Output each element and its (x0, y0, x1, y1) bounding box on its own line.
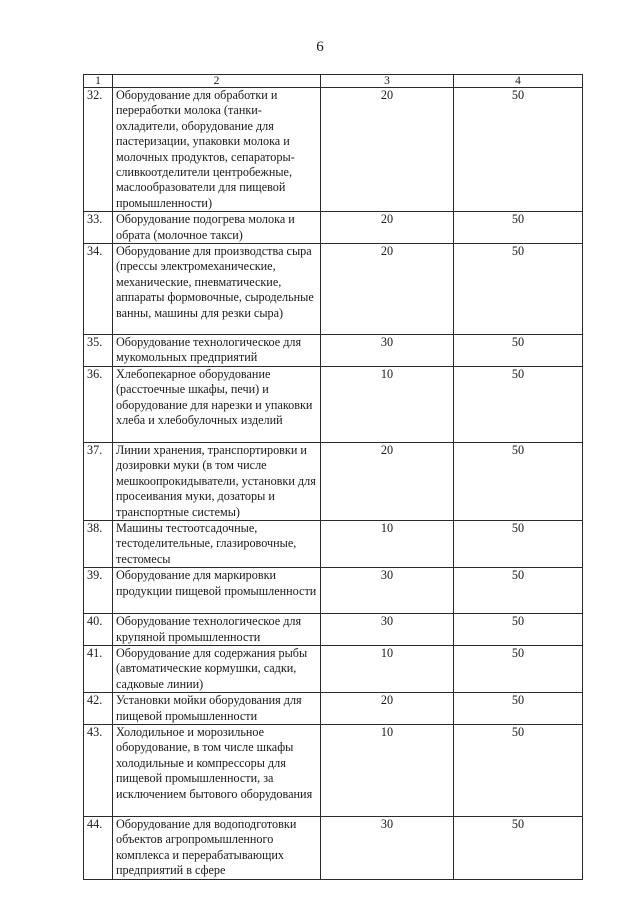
column-4-value: 50 (454, 693, 583, 725)
row-number: 38. (84, 520, 113, 567)
row-number: 35. (84, 335, 113, 367)
column-3-value: 20 (321, 693, 454, 725)
column-4-value: 50 (454, 816, 583, 879)
column-3-value: 10 (321, 520, 454, 567)
row-number: 32. (84, 88, 113, 212)
row-number: 33. (84, 212, 113, 244)
column-4-value: 50 (454, 366, 583, 442)
column-4-value: 50 (454, 212, 583, 244)
row-number: 44. (84, 816, 113, 879)
table-row (84, 614, 583, 646)
column-4-value: 50 (454, 645, 583, 692)
column-4-value: 50 (454, 88, 583, 212)
column-3-value: 10 (321, 724, 454, 816)
column-header-4: 4 (454, 75, 583, 88)
column-header-2: 2 (113, 75, 321, 88)
page-number: 6 (316, 39, 324, 55)
equipment-name: Оборудование подогрева молока и обрата (молочное такси) (113, 212, 321, 244)
column-4-value: 50 (454, 614, 583, 646)
row-number: 41. (84, 645, 113, 692)
row-number: 36. (84, 366, 113, 442)
table-row (84, 366, 583, 442)
table-row (84, 693, 583, 725)
table-row (84, 645, 583, 692)
column-4-value: 50 (454, 244, 583, 335)
column-3-value: 20 (321, 442, 454, 520)
table-row (84, 244, 583, 335)
column-3-value: 20 (321, 212, 454, 244)
column-3-value: 20 (321, 88, 454, 212)
column-3-value: 10 (321, 645, 454, 692)
column-4-value: 50 (454, 568, 583, 614)
column-4-value: 50 (454, 335, 583, 367)
equipment-name: Оборудование для маркировки продукции пищевой промышленности (113, 568, 321, 614)
table-header-row (84, 75, 583, 88)
column-4-value: 50 (454, 724, 583, 816)
table-row (84, 335, 583, 367)
equipment-table (83, 74, 583, 880)
equipment-name: Холодильное и морозильное оборудование, в том числе шкафы холодильные и компрессоры для пищевой промышленности, за исключением бытового оборудования (113, 724, 321, 816)
table-row (84, 212, 583, 244)
table-row (84, 816, 583, 879)
equipment-name: Оборудование технологическое для крупяной промышленности (113, 614, 321, 646)
row-number: 42. (84, 693, 113, 725)
column-3-value: 30 (321, 335, 454, 367)
equipment-name: Оборудование для обработки и переработки молока (танки-охладители, оборудование для пастеризации, упаковки молока и молочных продуктов, сепараторы-сливкоотделители центробежные, маслообразователи для пищевой промышленности) (113, 88, 321, 212)
equipment-name: Оборудование технологическое для мукомольных предприятий (113, 335, 321, 367)
equipment-name: Оборудование для водоподготовки объектов агропромышленного комплекса и перерабатывающих предприятий в сфере (113, 816, 321, 879)
column-3-value: 30 (321, 568, 454, 614)
column-3-value: 30 (321, 816, 454, 879)
column-3-value: 10 (321, 366, 454, 442)
row-number: 43. (84, 724, 113, 816)
equipment-name: Оборудование для производства сыра (прессы электромеханические, механические, пневматические, аппараты формовочные, сыродельные ванны, машины для резки сыра) (113, 244, 321, 335)
row-number: 39. (84, 568, 113, 614)
column-4-value: 50 (454, 442, 583, 520)
column-4-value: 50 (454, 520, 583, 567)
equipment-name: Оборудование для содержания рыбы (автоматические кормушки, садки, садковые линии) (113, 645, 321, 692)
equipment-name: Хлебопекарное оборудование (расстоечные шкафы, печи) и оборудование для нарезки и упаковки хлеба и хлебобулочных изделий (113, 366, 321, 442)
table-row (84, 88, 583, 212)
column-3-value: 20 (321, 244, 454, 335)
table-row (84, 442, 583, 520)
row-number: 40. (84, 614, 113, 646)
column-header-3: 3 (321, 75, 454, 88)
row-number: 37. (84, 442, 113, 520)
equipment-name: Линии хранения, транспортировки и дозировки муки (в том числе мешкоопрокидыватели, установки для просеивания муки, дозаторы и транспортные системы) (113, 442, 321, 520)
table-row (84, 724, 583, 816)
equipment-name: Машины тестоотсадочные, тестоделительные, глазировочные, тестомесы (113, 520, 321, 567)
column-header-1: 1 (84, 75, 113, 88)
equipment-name: Установки мойки оборудования для пищевой промышленности (113, 693, 321, 725)
column-3-value: 30 (321, 614, 454, 646)
table-row (84, 568, 583, 614)
row-number: 34. (84, 244, 113, 335)
table-row (84, 520, 583, 567)
